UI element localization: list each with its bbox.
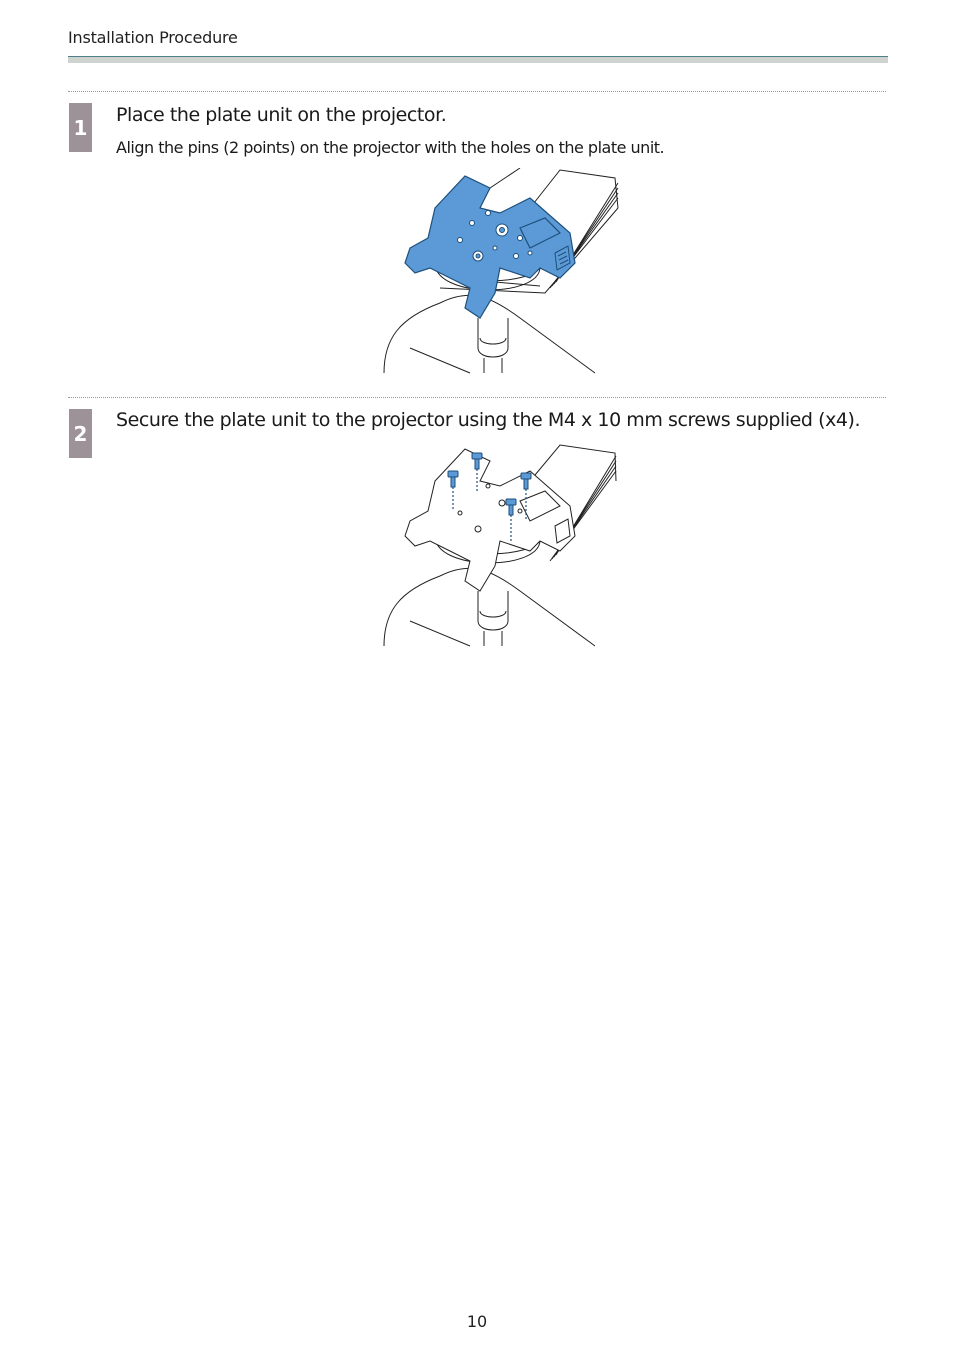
step-number-badge: 2 (69, 409, 92, 458)
step-note: Align the pins (2 points) on the projector with the holes on the plate unit. (116, 138, 665, 157)
step-title: Place the plate unit on the projector. (116, 104, 447, 126)
plate-on-projector-illustration (380, 168, 625, 374)
step-divider (68, 397, 886, 398)
step-title: Secure the plate unit to the projector using the M4 x 10 mm screws supplied (x4). (116, 409, 861, 431)
header-rule (68, 56, 888, 63)
step-divider (68, 91, 886, 92)
screw-fastening-illustration (380, 443, 625, 647)
page-number: 10 (466, 1312, 488, 1331)
section-title: Installation Procedure (68, 28, 238, 47)
step-number-badge: 1 (69, 103, 92, 152)
